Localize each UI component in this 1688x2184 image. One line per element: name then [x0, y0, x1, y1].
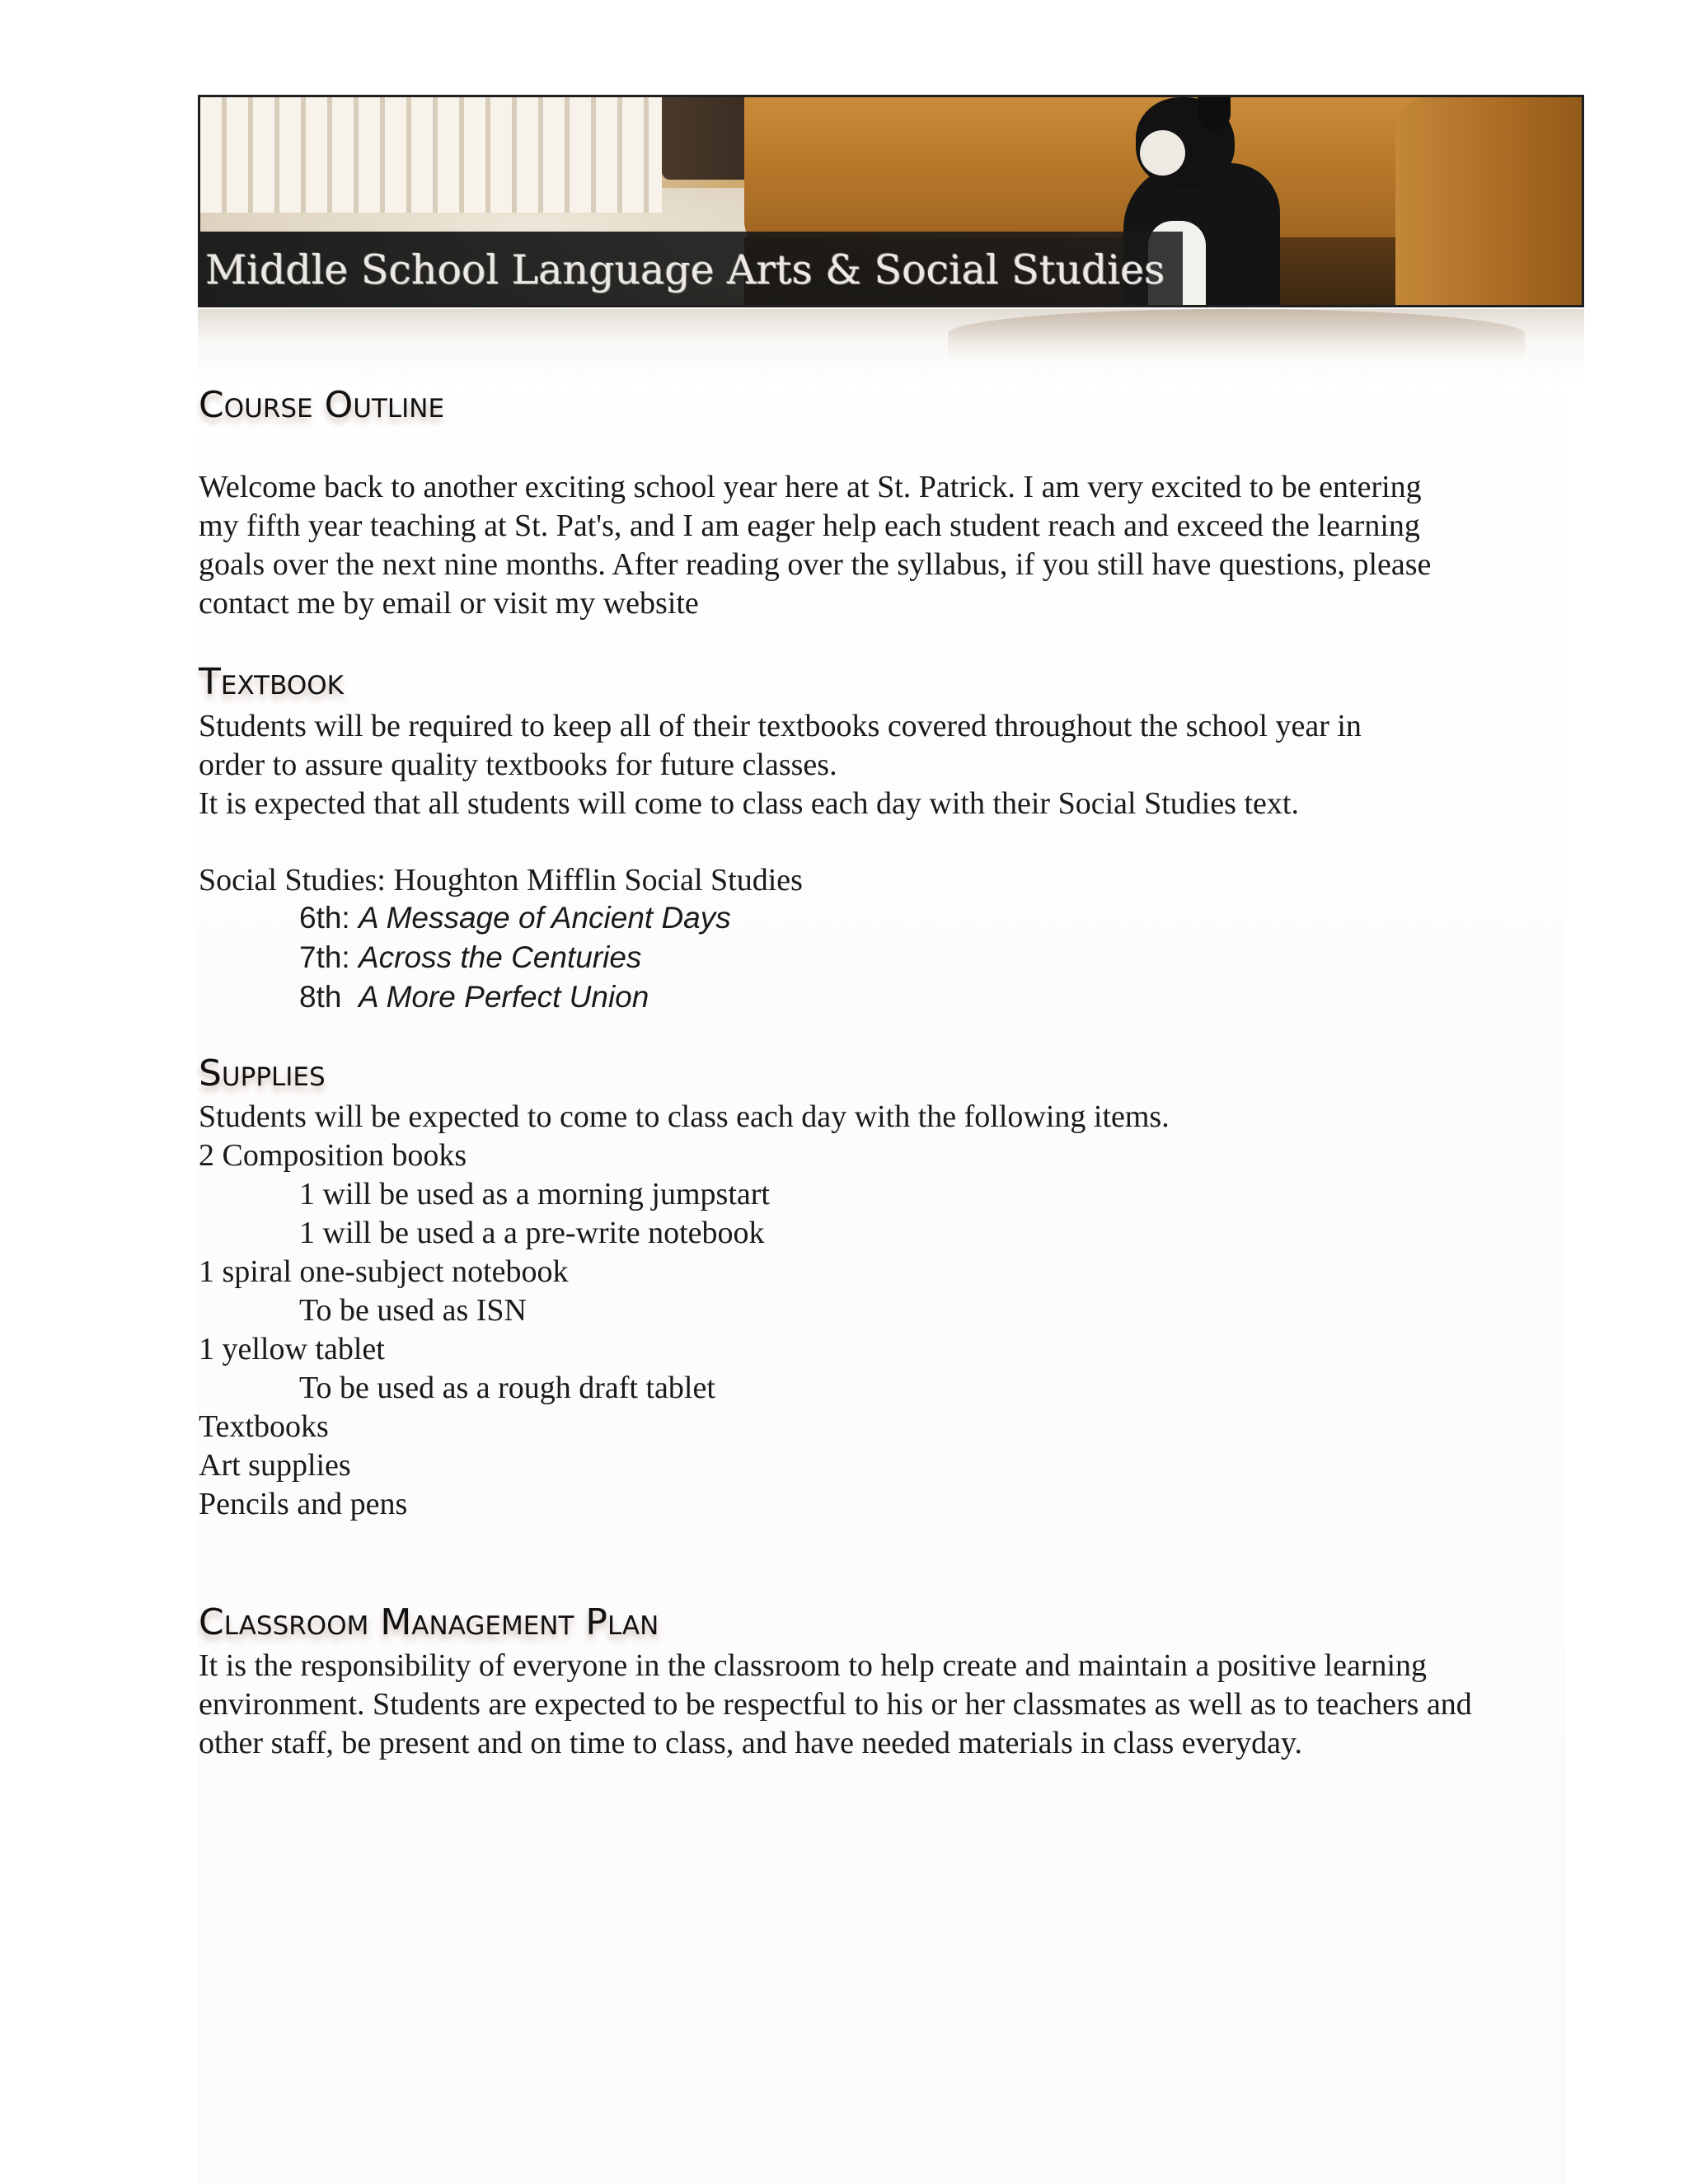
banner-dog-muzzle [1140, 130, 1185, 176]
book-title: A More Perfect Union [359, 980, 649, 1014]
book-grade: 7th: [299, 940, 350, 974]
supplies-heading: Supplies [199, 1052, 326, 1094]
textbook-line: Students will be required to keep all of their textbooks covered throughout the school year in [199, 709, 1362, 743]
classroom-management-paragraph: It is the responsibility of everyone in the classroom to help create and maintain a positive learning environment. Students are expected to be respectful to his or her classmates as well as to teachers and other staff, be present and on time to class, and have needed materials in class everyday. [199, 1648, 1472, 1760]
book-grade: 8th [299, 980, 350, 1014]
supply-item: Art supplies [199, 1448, 351, 1483]
book-entry-7th [299, 938, 641, 977]
banner-sofa-arm [1395, 97, 1584, 307]
banner-window-blinds [200, 97, 662, 213]
banner-reflection-shadow [948, 309, 1525, 359]
textbook-series: Social Studies: Houghton Mifflin Social Studies [199, 863, 803, 898]
banner-title-bar [200, 232, 1183, 307]
classroom-management-heading: Classroom Management Plan [199, 1601, 659, 1643]
course-outline-heading: Course Outline [199, 384, 445, 426]
supply-item-note: 1 will be used a a pre-write notebook [299, 1216, 765, 1250]
course-outline-paragraph: Welcome back to another exciting school year here at St. Patrick. I am very excited to be entering my fifth year teaching at St. Pat's, and I am eager help each student reach and exceed the learning goals over the next nine months. After reading over the syllabus, if you still have questions, please contact me by email or visit my website [199, 470, 1432, 621]
textbook-line: It is expected that all students will come to class each day with their Social Studies text. [199, 786, 1299, 821]
header-banner [198, 95, 1584, 307]
textbook-heading: Textbook [199, 661, 344, 703]
supplies-intro: Students will be expected to come to class each day with the following items. [199, 1099, 1170, 1134]
textbook-line: order to assure quality textbooks for future classes. [199, 748, 837, 782]
book-title: Across the Centuries [359, 940, 642, 974]
banner-title: Middle School Language Arts & Social Studies [205, 246, 1165, 293]
supply-item-note: To be used as a rough draft tablet [299, 1371, 715, 1405]
book-entry-6th [299, 898, 731, 937]
supply-item-note: 1 will be used as a morning jumpstart [299, 1177, 770, 1212]
supply-item: Pencils and pens [199, 1487, 408, 1521]
supply-item: Textbooks [199, 1409, 329, 1444]
book-grade: 6th: [299, 901, 350, 935]
banner-dog-ear [1198, 97, 1231, 130]
supply-item: 1 yellow tablet [199, 1332, 385, 1366]
book-entry-8th [299, 977, 649, 1016]
book-title: A Message of Ancient Days [359, 901, 731, 935]
supply-item: 1 spiral one-subject notebook [199, 1254, 569, 1289]
supply-item: 2 Composition books [199, 1138, 467, 1173]
supply-item-note: To be used as ISN [299, 1293, 527, 1328]
